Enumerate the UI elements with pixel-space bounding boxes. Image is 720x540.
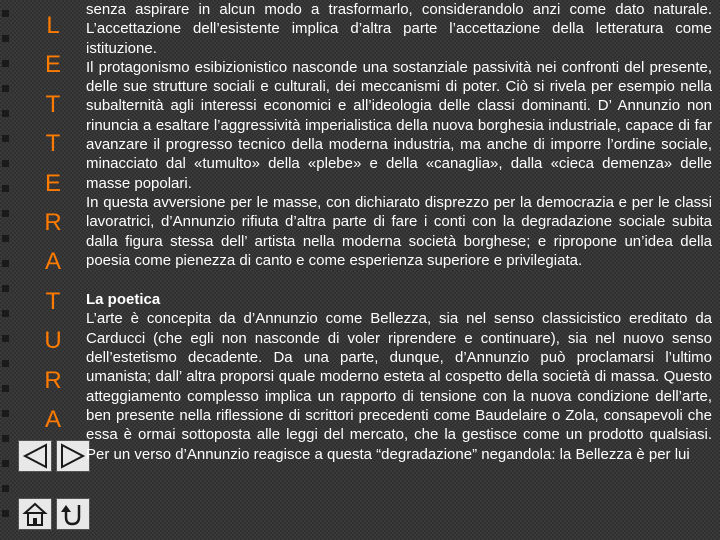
bullet	[2, 235, 9, 242]
nav-row-home	[18, 498, 90, 530]
bullet	[2, 510, 9, 517]
title-letter: E	[44, 169, 61, 197]
home-icon	[19, 499, 51, 529]
bullet	[2, 385, 9, 392]
vertical-title	[38, 6, 68, 439]
section-heading: La poetica	[86, 291, 161, 309]
bullet	[2, 60, 9, 67]
return-icon	[57, 499, 89, 529]
title-letter: T	[45, 130, 61, 158]
paragraph: senza aspirare in alcun modo a trasformarlo, considerandolo anzi come dato naturale. L’accettazione dell’esistente implica d’altra parte l’accettazione della letteratura come istituzione.	[86, 1, 712, 57]
bullet	[2, 10, 9, 17]
bullet	[2, 485, 9, 492]
main-text	[86, 0, 712, 464]
arrow-right-icon	[57, 441, 89, 471]
paragraph: In questa avversione per le masse, con dichiarato disprezzo per la democrazia e per le classi lavoratrici, d’Annunzio rifiuta d’altra parte di fare i conti con la degradazione sociale subita dalla figura stessa dell’ artista nella moderna società borghese; e ripropone un’idea della poesia come pienezza di canto e come esperienza superiore e privilegiata.	[86, 193, 712, 269]
bullet	[2, 210, 9, 217]
home-button[interactable]	[18, 498, 52, 530]
spacer	[86, 270, 712, 290]
bullet	[2, 260, 9, 267]
bullet	[2, 435, 9, 442]
title-letter: R	[44, 366, 62, 394]
bullet	[2, 285, 9, 292]
bullet	[2, 310, 9, 317]
bullet	[2, 85, 9, 92]
bullet	[2, 460, 9, 467]
arrow-left-icon	[19, 441, 51, 471]
paragraph: Il protagonismo esibizionistico nasconde una sostanziale passività nei confronti del presente, delle sue strutture sociali e culturali, dei meccanismi di poter. Ciò si rivela per esempio nella subalternità agli interessi economici e all’ideologia delle classi dominanti. D’ Annunzio non rinuncia a esaltare l’aggressività imperialistica della nuova borghesia industriale, capace di far avanzare il progresso tecnico della moderna industria, ma anche di imporre l’ordine sociale, minacciato dal «tumulto» della «plebe» e della «canaglia», dalla «cieca demenza» delle masse popolari.	[86, 58, 712, 192]
return-button[interactable]	[56, 498, 90, 530]
bullet	[2, 160, 9, 167]
title-letter: R	[44, 208, 62, 236]
title-letter: L	[46, 12, 60, 39]
title-letter: A	[44, 405, 61, 433]
next-button[interactable]	[56, 440, 90, 472]
title-letter: T	[45, 90, 61, 118]
prev-button[interactable]	[18, 440, 52, 472]
bullet-column	[0, 0, 12, 540]
bullet	[2, 35, 9, 42]
nav-row-arrows	[18, 440, 90, 472]
title-letter: A	[44, 248, 61, 276]
bullet	[2, 135, 9, 142]
bullet	[2, 335, 9, 342]
bullet	[2, 410, 9, 417]
title-letter: E	[44, 51, 61, 79]
title-letter: T	[45, 287, 61, 315]
paragraph: L’arte è concepita da d’Annunzio come Bellezza, sia nel senso classicistico ereditato da Carducci (che egli non nasconde di voler riprendere e continuare), sia nel nuovo senso dell’estetismo decadente. Da una parte, dunque, d’Annunzio può proclamarsi l’ultimo umanista; dall’ altra proporsi quale moderno esteta al cospetto della società di massa. Questo atteggiamento complesso implica un rapporto di tensione con la nuova condizione dell’arte, ben presente nella riflessione di scrittori precedenti come Baudelaire o Zola, consapevoli che essa è ormai sottoposta alle leggi del mercato, che la gestisce come un prodotto qualsiasi. Per un verso d’Annunzio reagisce a questa “degradazione” negandola: la Bellezza è per lui	[86, 310, 712, 463]
title-letter: U	[44, 327, 62, 355]
bullet	[2, 360, 9, 367]
bullet	[2, 185, 9, 192]
bullet	[2, 110, 9, 117]
